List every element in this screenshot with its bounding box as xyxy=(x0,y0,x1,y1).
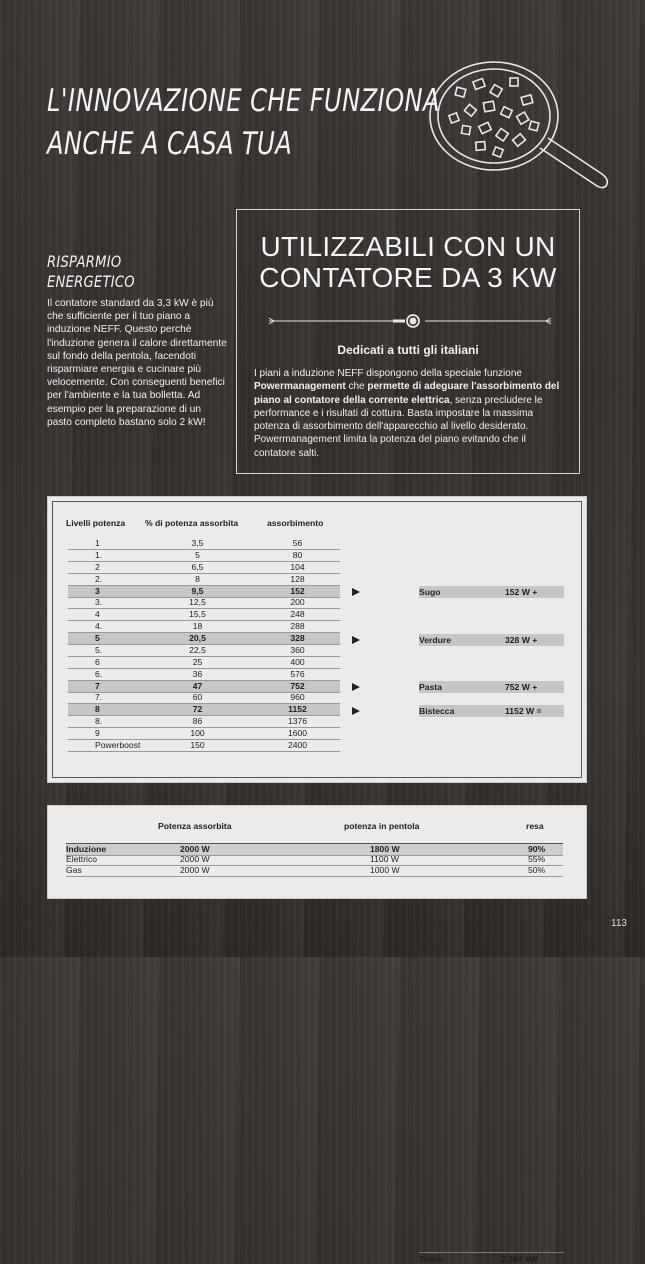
table-row xyxy=(68,728,340,740)
table-row xyxy=(68,562,340,574)
play-arrow-icon xyxy=(352,707,360,715)
header-percent: % di potenza assorbita xyxy=(145,518,239,528)
info-box-paragraph xyxy=(254,367,570,460)
cell-abs: 328 xyxy=(290,633,305,644)
cell-level: 5. xyxy=(95,644,103,655)
cell-level: 8. xyxy=(95,716,103,727)
cell-percent: 25 xyxy=(192,656,203,667)
cell-level: 4. xyxy=(95,621,103,632)
table-row xyxy=(68,681,340,693)
result-name: Bistecca xyxy=(419,706,455,716)
cell-percent: 100 xyxy=(190,728,205,739)
result-row xyxy=(350,681,564,693)
cell-yield: 50% xyxy=(528,865,546,875)
table-row xyxy=(68,716,340,728)
cell-type: Induzione xyxy=(66,844,107,854)
cell-abs: 2400 xyxy=(287,739,308,750)
result-value: 752 W + xyxy=(505,682,538,692)
table-row xyxy=(68,550,340,562)
cell-yield: 90% xyxy=(528,844,546,854)
cell-percent: 20,5 xyxy=(189,633,206,644)
info-box xyxy=(236,209,580,474)
cell-pot: 1100 W xyxy=(370,854,399,864)
result-value: 328 W + xyxy=(505,635,538,645)
table-row xyxy=(68,645,340,657)
efficiency-row xyxy=(66,865,563,877)
side-heading-line1: RISPARMIO xyxy=(47,252,122,271)
cell-level: 3. xyxy=(95,597,103,608)
cell-abs: 1600 xyxy=(287,728,308,739)
header-yield: resa xyxy=(526,821,544,831)
result-row xyxy=(350,586,564,598)
header-level: Livelli potenza xyxy=(66,518,126,528)
cell-level: Powerboost xyxy=(95,739,141,750)
info-box-title-line2: CONTATORE DA 3 KW xyxy=(259,262,557,293)
play-arrow-icon xyxy=(352,588,360,596)
cell-level: 5 xyxy=(95,633,100,644)
table-row xyxy=(68,538,340,550)
total-label: Totale xyxy=(419,1254,444,1264)
table-row xyxy=(68,740,340,752)
header-absorbed: Potenza assorbita xyxy=(158,821,232,831)
cell-percent: 86 xyxy=(192,716,203,727)
table-row xyxy=(68,657,340,669)
result-highlight xyxy=(419,586,564,598)
table-row xyxy=(68,609,340,621)
result-row xyxy=(350,634,564,646)
table-row xyxy=(68,597,340,609)
cell-level: 2 xyxy=(95,561,100,572)
side-heading xyxy=(47,252,203,292)
result-name: Verdure xyxy=(419,635,452,645)
table-row xyxy=(68,669,340,681)
cell-level: 6 xyxy=(95,656,100,667)
frying-pan-icon xyxy=(426,56,616,196)
cell-level: 9 xyxy=(95,728,100,739)
page-number: 113 xyxy=(611,918,627,929)
cell-level: 4 xyxy=(95,609,100,620)
cell-abs: 1152 xyxy=(288,704,307,715)
info-box-text-c: che xyxy=(345,381,368,393)
result-name: Pasta xyxy=(419,682,442,692)
result-value: 152 W + xyxy=(505,587,538,597)
cell-percent: 9,5 xyxy=(191,585,204,596)
cell-level: 8 xyxy=(95,704,100,715)
cell-level: 7. xyxy=(95,692,103,703)
result-value: 1152 W = xyxy=(505,706,542,716)
total-value: 2,384 kW xyxy=(501,1254,538,1264)
cell-level: 1 xyxy=(95,538,100,548)
total-row xyxy=(419,1252,564,1264)
table-row xyxy=(68,633,340,645)
header-pot: potenza in pentola xyxy=(344,821,420,831)
cell-abs: 1376 xyxy=(287,716,308,727)
info-box-title xyxy=(237,231,579,293)
cell-abs: 104 xyxy=(290,561,305,572)
info-box-title-line1: UTILIZZABILI CON UN xyxy=(260,231,556,262)
play-arrow-icon xyxy=(352,636,360,644)
table-row xyxy=(68,621,340,633)
cell-pot: 1000 W xyxy=(370,865,400,875)
cell-percent: 8 xyxy=(195,573,200,584)
cell-level: 2. xyxy=(95,573,103,584)
info-box-text-a: I piani a induzione NEFF dispongono della speciale funzione xyxy=(254,368,522,379)
page-title-line1: L'INNOVAZIONE CHE FUNZIONA xyxy=(47,83,440,119)
cell-level: 3 xyxy=(95,585,100,596)
cell-percent: 6,5 xyxy=(191,561,204,572)
result-row xyxy=(350,705,564,717)
cell-percent: 5 xyxy=(195,549,200,560)
table-row xyxy=(68,692,340,704)
cell-level: 6. xyxy=(95,668,103,679)
page-title-line2: ANCHE A CASA TUA xyxy=(47,126,293,162)
result-name: Sugo xyxy=(419,587,441,597)
efficiency-panel xyxy=(48,806,586,898)
divider-ornament xyxy=(265,314,555,328)
cell-percent: 3,5 xyxy=(191,538,204,548)
cell-percent: 22,5 xyxy=(189,644,206,655)
cell-percent: 150 xyxy=(190,739,205,750)
cell-abs: 360 xyxy=(290,644,305,655)
side-heading-line2: ENERGETICO xyxy=(47,272,135,291)
cell-absorbed: 2000 W xyxy=(180,865,210,875)
cell-abs: 80 xyxy=(292,549,303,560)
page-title xyxy=(47,80,440,166)
cell-type: Gas xyxy=(66,865,82,875)
cell-absorbed: 2000 W xyxy=(180,854,210,864)
table-row xyxy=(68,574,340,586)
cell-percent: 18 xyxy=(192,621,203,632)
side-paragraph: Il contatore standard da 3,3 kW è più che sufficiente per il tuo piano a induzione NEFF. Questo perchè l'induzione genera il calore direttamente sul fondo della pentola, facendoti risparmiare energia e cucinare più velocemente. Con conseguenti benefici per l'ambiente e la tua bolletta. Ad esempio per la preparazione di un pasto completo bastano solo 2 kW! xyxy=(47,298,227,428)
table-row xyxy=(68,586,340,598)
cell-abs: 56 xyxy=(292,538,303,548)
cell-absorbed: 2000 W xyxy=(180,844,210,854)
cell-abs: 200 xyxy=(290,597,305,608)
cell-level: 1. xyxy=(95,549,103,560)
cell-abs: 752 xyxy=(290,680,305,691)
header-absorption: assorbimento xyxy=(267,518,324,528)
cell-level: 7 xyxy=(95,680,100,691)
cell-abs: 128 xyxy=(290,573,305,584)
play-arrow-icon xyxy=(352,683,360,691)
cell-type: Elettrico xyxy=(66,854,98,864)
table-row xyxy=(68,704,340,716)
cell-percent: 36 xyxy=(192,668,203,679)
cell-abs: 152 xyxy=(290,585,305,596)
cell-abs: 960 xyxy=(290,692,305,703)
cell-percent: 12,5 xyxy=(189,597,206,608)
cell-abs: 400 xyxy=(290,656,305,667)
info-box-text-d: permette di adeguare l'assorbimento del piano al contatore della corrente elettrica xyxy=(254,381,560,406)
cell-percent: 47 xyxy=(192,680,203,691)
info-box-text-e: , senza precludere le performance e i risultati di cottura. Basta impostare la massima potenza di assorbimento dell'apparecchio al livello desiderato. Powermanagement limita la potenza del piano evitando che il contatore salti. xyxy=(254,394,543,459)
info-box-text-b: Powermanagement xyxy=(254,381,346,393)
info-box-subtitle: Dedicati a tutti gli italiani xyxy=(337,343,479,357)
cell-percent: 60 xyxy=(192,692,203,703)
cell-abs: 576 xyxy=(290,668,305,679)
cell-pot: 1800 W xyxy=(370,844,400,854)
cell-percent: 72 xyxy=(192,704,203,715)
cell-abs: 248 xyxy=(290,609,305,620)
cell-percent: 15,5 xyxy=(189,609,206,620)
cell-yield: 55% xyxy=(528,854,546,864)
cell-abs: 288 xyxy=(290,621,305,632)
